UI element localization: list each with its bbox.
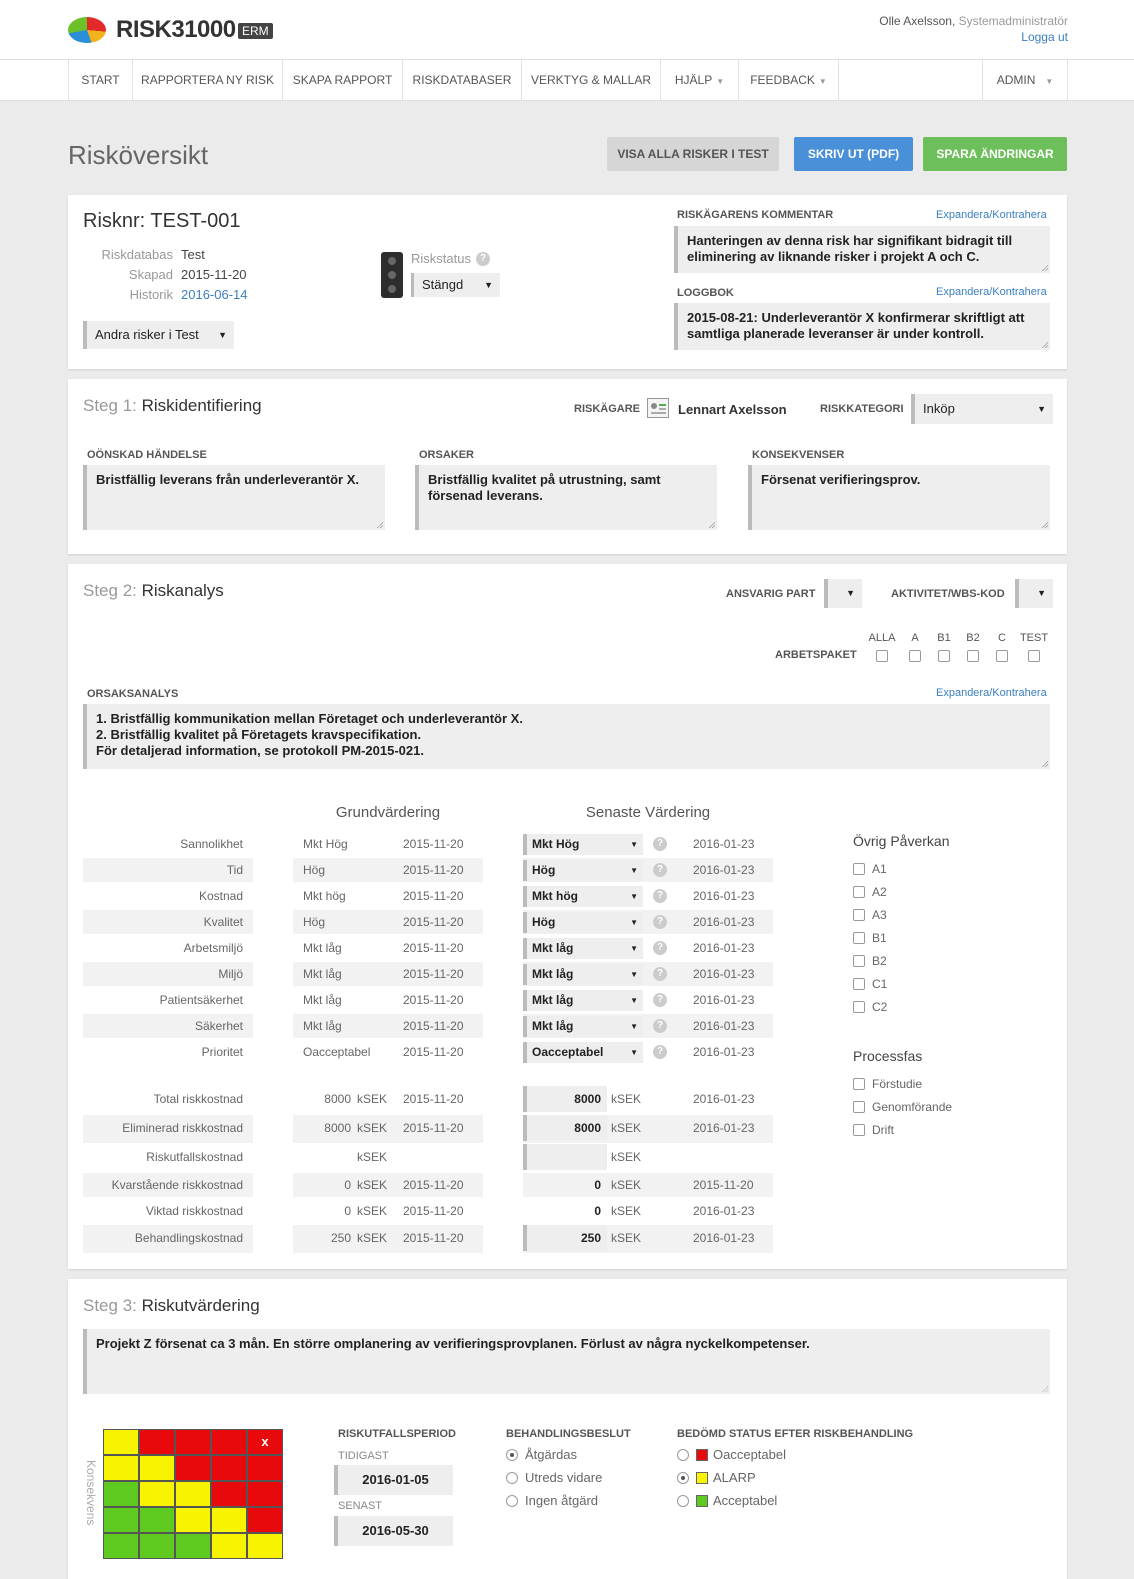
cost-row-label: Riskutfallskostnad [146, 1150, 243, 1164]
cause-analysis-textarea[interactable] [83, 704, 1050, 769]
status-option-label: Oacceptabel [713, 1447, 786, 1462]
step1-title [83, 396, 262, 416]
expand-owner-comment-link[interactable]: Expandera/Kontrahera [936, 209, 1047, 221]
wp-checkbox-alla[interactable] [876, 650, 888, 662]
matrix-cell [139, 1533, 175, 1559]
base-cost-unit: kSEK [357, 1204, 388, 1218]
caret-down-icon: ▼ [630, 1048, 638, 1057]
phase-checkbox[interactable] [853, 1101, 865, 1113]
responsible-party-label: ANSVARIG PART [726, 588, 816, 600]
phase-checkbox[interactable] [853, 1124, 865, 1136]
latest-value-dropdown[interactable] [523, 964, 643, 985]
owner-comment-label: RISKÄGARENS KOMMENTAR [677, 209, 834, 221]
matrix-cell [175, 1507, 211, 1533]
evaluation-textarea[interactable]: Projekt Z försenat ca 3 mån. En större omplanering av verifieringsprovplanen. Förlust av några nyckelkompetenser. [83, 1329, 1050, 1394]
latest-cost-unit: kSEK [611, 1178, 642, 1192]
nav-tools-label: VERKTYG & MALLAR [530, 73, 652, 87]
print-pdf-button[interactable]: SKRIV UT (PDF) [794, 137, 913, 171]
event-textarea[interactable]: Bristfällig leverans från underleverantör X. [83, 465, 385, 530]
latest-value: Hög [532, 915, 556, 929]
risk-number-title: Risknr: TEST-001 [83, 210, 241, 232]
latest-cost-unit: kSEK [611, 1092, 642, 1106]
impact-label: C1 [872, 977, 888, 991]
show-all-risks-button[interactable]: VISA ALLA RISKER I TEST [607, 137, 779, 171]
nav-report-risk[interactable] [132, 60, 282, 101]
risk-owner-name[interactable]: Lennart Axelsson [678, 402, 787, 417]
created-value: 2015-11-20 [181, 267, 247, 282]
base-cost-date: 2015-11-20 [403, 1092, 464, 1106]
caret-down-icon: ▼ [630, 892, 638, 901]
risk-category-dropdown[interactable] [911, 394, 1053, 424]
caret-down-icon: ▼ [484, 280, 493, 290]
cost-row-label: Eliminerad riskkostnad [122, 1121, 243, 1135]
base-value: Mkt låg [303, 993, 342, 1007]
valuation-row-label: Patientsäkerhet [159, 993, 243, 1007]
latest-date: 2016-01-23 [693, 863, 755, 877]
impact-label: A2 [872, 885, 887, 899]
caret-down-icon: ▼ [630, 1022, 638, 1031]
matrix-cell [211, 1455, 247, 1481]
matrix-cell [247, 1429, 283, 1455]
risk-matrix [103, 1429, 284, 1560]
latest-cost-input[interactable]: 8000 [523, 1086, 607, 1112]
riskdatabas-label: Riskdatabas [101, 247, 173, 262]
matrix-axis-label: Konsekvens [84, 1460, 98, 1526]
status-after-label: BEDÖMD STATUS EFTER RISKBEHANDLING [677, 1428, 914, 1440]
wp-checkbox-b2[interactable] [967, 650, 979, 662]
base-cost: 8000 [324, 1121, 351, 1135]
page-title: Risköversikt [68, 140, 209, 170]
matrix-cell [247, 1481, 283, 1507]
impact-label: C2 [872, 1000, 888, 1014]
base-cost-unit: kSEK [357, 1092, 388, 1106]
base-cost-unit: kSEK [357, 1231, 388, 1245]
cause-analysis-line: 2. Bristfällig kvalitet på Företagets kravspecifikation. [96, 727, 422, 742]
process-phase-label: Processfas [853, 1048, 923, 1064]
base-cost: 8000 [324, 1092, 351, 1106]
nav-help-label: HJÄLP [674, 73, 713, 87]
impact-checkbox[interactable] [853, 955, 865, 967]
base-value: Oacceptabel [303, 1045, 371, 1059]
help-icon[interactable]: ? [653, 915, 667, 929]
base-date: 2015-11-20 [403, 915, 464, 929]
top-header [0, 0, 1134, 60]
cost-row-label: Total riskkostnad [153, 1092, 243, 1106]
main-nav [0, 60, 1134, 101]
help-icon[interactable]: ? [476, 252, 490, 266]
base-cost-unit: kSEK [357, 1178, 388, 1192]
step1-title-text: Riskidentifiering [141, 396, 262, 415]
latest-cost-date: 2016-01-23 [693, 1121, 755, 1135]
matrix-cell [211, 1507, 247, 1533]
latest-date: 2016-01-23 [693, 941, 755, 955]
decision-radio-ingen[interactable] [506, 1495, 518, 1507]
nav-admin-label: ADMIN [996, 73, 1036, 87]
matrix-cell [103, 1455, 139, 1481]
yellow-square-icon [696, 1472, 708, 1484]
impact-checkbox[interactable] [853, 1001, 865, 1013]
step2-title-text: Riskanalys [141, 581, 224, 600]
matrix-cell [103, 1533, 139, 1559]
matrix-cell [175, 1533, 211, 1559]
latest-value-dropdown[interactable] [523, 938, 643, 959]
base-date: 2015-11-20 [403, 863, 464, 877]
nav-report-risk-label: RAPPORTERA NY RISK [141, 73, 274, 87]
cause-analysis-line: 1. Bristfällig kommunikation mellan Företaget och underleverantör X. [96, 711, 523, 726]
logbook-label: LOGGBOK [677, 287, 734, 299]
decision-radio-utreds[interactable] [506, 1472, 518, 1484]
base-value: Mkt hög [303, 889, 346, 903]
contact-card-icon [647, 398, 669, 418]
latest-cost-unit: kSEK [611, 1150, 642, 1164]
wp-checkbox-a[interactable] [909, 650, 921, 662]
latest-value: Mkt Hög [532, 837, 580, 851]
expand-cause-analysis-link[interactable]: Expandera/Kontrahera [936, 687, 1047, 699]
traffic-light-icon [381, 252, 403, 298]
nav-create-report-label: SKAPA RAPPORT [292, 73, 393, 87]
wp-checkbox-b1[interactable] [938, 650, 950, 662]
wp-checkbox-c[interactable] [996, 650, 1008, 662]
impact-label: A3 [872, 908, 887, 922]
latest-cost-unit: kSEK [611, 1204, 642, 1218]
wp-checkbox-test[interactable] [1028, 650, 1040, 662]
matrix-cell [139, 1429, 175, 1455]
nav-start[interactable] [68, 60, 132, 101]
caret-down-icon: ▼ [630, 970, 638, 979]
red-square-icon [696, 1449, 708, 1461]
step1-prefix: Steg 1: [83, 396, 137, 415]
nav-tools[interactable] [521, 60, 660, 101]
risk-category-value: Inköp [923, 401, 955, 416]
caret-down-icon: ▼ [1045, 77, 1054, 86]
latest-label: SENAST [338, 1500, 383, 1512]
latest-date-input[interactable]: 2016-05-30 [334, 1516, 453, 1546]
matrix-mark: x [261, 1434, 269, 1449]
latest-value: Mkt låg [532, 967, 574, 981]
step3-prefix: Steg 3: [83, 1296, 137, 1315]
activity-dropdown[interactable] [1015, 579, 1053, 608]
caret-down-icon: ▼ [1037, 588, 1046, 598]
decision-option-label: Ingen åtgärd [525, 1493, 599, 1508]
base-cost: 250 [330, 1231, 351, 1245]
causes-label: ORSAKER [419, 449, 475, 461]
matrix-cell [175, 1455, 211, 1481]
base-cost: 0 [344, 1178, 351, 1192]
base-date: 2015-11-20 [403, 967, 464, 981]
expand-logbook-link[interactable]: Expandera/Kontrahera [936, 286, 1047, 298]
impact-checkbox[interactable] [853, 863, 865, 875]
latest-date: 2016-01-23 [693, 837, 755, 851]
matrix-cell [103, 1429, 139, 1455]
base-value: Mkt Hög [303, 837, 348, 851]
latest-value-dropdown[interactable] [523, 990, 643, 1011]
valuation-row-label: Kvalitet [203, 915, 243, 929]
matrix-cell [139, 1481, 175, 1507]
caret-down-icon: ▼ [630, 866, 638, 875]
caret-down-icon: ▼ [818, 77, 827, 86]
logbook-textarea[interactable]: 2015-08-21: Underleverantör X konfirmerar skriftligt att samtliga planerade leveranser är under kontroll. [674, 303, 1050, 350]
help-icon[interactable]: ? [653, 941, 667, 955]
nav-create-report[interactable] [282, 60, 402, 101]
base-value: Hög [303, 863, 326, 877]
save-changes-button[interactable]: SPARA ÄNDRINGAR [923, 137, 1067, 171]
matrix-cell [139, 1507, 175, 1533]
user-info: Olle Axelsson, Systemadministratör Logga ut [879, 14, 1068, 44]
green-square-icon [696, 1495, 708, 1507]
valuation-row-label: Prioritet [201, 1045, 243, 1059]
step3-title [83, 1296, 260, 1316]
base-cost-date: 2015-11-20 [403, 1121, 464, 1135]
riskstatus-value: Stängd [422, 277, 464, 292]
step3-title-text: Riskutvärdering [141, 1296, 260, 1315]
nav-help[interactable] [660, 60, 738, 101]
cost-row-label: Behandlingskostnad [134, 1231, 243, 1245]
matrix-cell [247, 1507, 283, 1533]
latest-value: Hög [532, 863, 556, 877]
decision-label: BEHANDLINGSBESLUT [506, 1428, 631, 1440]
help-icon[interactable]: ? [653, 837, 667, 851]
matrix-cell [175, 1429, 211, 1455]
event-label: OÖNSKAD HÄNDELSE [87, 449, 207, 461]
earliest-date-input[interactable]: 2016-01-05 [334, 1465, 453, 1495]
base-date: 2015-11-20 [403, 889, 464, 903]
logo-text: RISK31000 [116, 16, 236, 43]
latest-cost-date: 2016-01-23 [693, 1204, 755, 1218]
latest-value-dropdown[interactable] [523, 886, 643, 907]
cost-row-label: Viktad riskkostnad [145, 1204, 243, 1218]
impact-label: A1 [872, 862, 887, 876]
nav-databases[interactable] [402, 60, 521, 101]
latest-value-dropdown[interactable] [523, 834, 643, 855]
decision-option-label: Åtgärdas [525, 1447, 578, 1462]
logout-link[interactable]: Logga ut [1021, 30, 1068, 44]
consequences-label: KONSEKVENSER [752, 449, 845, 461]
phase-label: Förstudie [872, 1077, 923, 1091]
activity-label: AKTIVITET/WBS-KOD [891, 588, 1005, 600]
help-icon[interactable]: ? [653, 1045, 667, 1059]
other-risks-label: Andra risker i Test [95, 327, 199, 342]
phase-label: Drift [872, 1123, 894, 1137]
nav-start-label: START [81, 73, 120, 87]
latest-cost: 0 [594, 1204, 601, 1218]
nav-admin[interactable] [982, 60, 1068, 101]
risk-owner-label: RISKÄGARE [574, 403, 641, 415]
base-date: 2015-11-20 [403, 941, 464, 955]
matrix-cell [103, 1481, 139, 1507]
riskstatus-dropdown[interactable] [411, 273, 500, 297]
base-cost-date: 2015-11-20 [403, 1178, 464, 1192]
help-icon[interactable]: ? [653, 1019, 667, 1033]
impact-checkbox[interactable] [853, 978, 865, 990]
latest-value-dropdown[interactable] [523, 1016, 643, 1037]
status-radio-oacceptabel[interactable] [677, 1449, 689, 1461]
wp-label-b1: B1 [937, 632, 951, 644]
latest-value-dropdown[interactable] [523, 912, 643, 933]
impact-checkbox[interactable] [853, 932, 865, 944]
base-cost-unit: kSEK [357, 1121, 388, 1135]
status-option-label: Acceptabel [713, 1493, 778, 1508]
step2-title [83, 581, 224, 601]
decision-radio-atgardas[interactable] [506, 1449, 518, 1461]
decision-option-label: Utreds vidare [525, 1470, 603, 1485]
caret-down-icon: ▼ [630, 840, 638, 849]
latest-cost-unit: kSEK [611, 1231, 642, 1245]
nav-feedback[interactable] [738, 60, 839, 101]
period-label: RISKUTFALLSPERIOD [338, 1428, 456, 1440]
impact-label: B1 [872, 931, 887, 945]
caret-down-icon: ▼ [630, 918, 638, 927]
matrix-cell [103, 1507, 139, 1533]
base-date: 2015-11-20 [403, 1019, 464, 1033]
owner-comment-textarea[interactable]: Hanteringen av denna risk har signifikant bidragit till eliminering av liknande risker i projekt A och C. [674, 226, 1050, 273]
base-value: Hög [303, 915, 326, 929]
base-cost [293, 1145, 351, 1169]
latest-value: Mkt hög [532, 889, 578, 903]
base-cost-date: 2015-11-20 [403, 1204, 464, 1218]
status-radio-alarp[interactable] [677, 1472, 689, 1484]
base-cost-unit: kSEK [357, 1150, 388, 1164]
latest-date: 2016-01-23 [693, 889, 755, 903]
caret-down-icon: ▼ [630, 944, 638, 953]
help-icon[interactable]: ? [653, 967, 667, 981]
valuation-row-label: Säkerhet [194, 1019, 243, 1033]
status-radio-acceptabel[interactable] [677, 1495, 689, 1507]
caret-down-icon: ▼ [218, 330, 227, 340]
base-date: 2015-11-20 [403, 993, 464, 1007]
matrix-cell [247, 1533, 283, 1559]
nav-databases-label: RISKDATABASER [412, 73, 512, 87]
latest-cost: 0 [594, 1178, 601, 1192]
cost-row-label: Kvarstående riskkostnad [111, 1178, 243, 1192]
history-link[interactable]: 2016-06-14 [181, 287, 248, 302]
help-icon[interactable]: ? [653, 863, 667, 877]
other-impact-label: Övrig Påverkan [853, 833, 950, 849]
logo-pie-icon [68, 17, 106, 43]
latest-valuation-header: Senaste Värdering [585, 804, 711, 821]
base-cost: 0 [344, 1204, 351, 1218]
consequences-textarea[interactable]: Försenat verifieringsprov. [748, 465, 1050, 530]
base-value: Mkt låg [303, 1019, 342, 1033]
earliest-label: TIDIGAST [338, 1450, 389, 1462]
wp-label-alla: ALLA [868, 632, 896, 644]
impact-label: B2 [872, 954, 887, 968]
causes-textarea[interactable]: Bristfällig kvalitet på utrustning, samt försenad leverans. [415, 465, 717, 530]
valuation-row-label: Tid [226, 863, 243, 877]
latest-cost-unit: kSEK [611, 1121, 642, 1135]
impact-checkbox[interactable] [853, 886, 865, 898]
latest-value: Oacceptabel [532, 1045, 604, 1059]
valuation-row-label: Sannolikhet [180, 837, 243, 851]
base-valuation-header: Grundvärdering [335, 804, 441, 821]
latest-value-dropdown[interactable] [523, 860, 643, 881]
user-name: Olle Axelsson [879, 14, 952, 28]
wp-label-a: A [911, 632, 919, 644]
latest-cost-date: 2016-01-23 [693, 1231, 755, 1245]
wp-label-test: TEST [1019, 632, 1049, 644]
valuation-row-label: Kostnad [198, 889, 243, 903]
matrix-cell [247, 1455, 283, 1481]
latest-cost-date: 2016-01-23 [693, 1092, 755, 1106]
user-role: Systemadministratör [958, 14, 1068, 28]
valuation-row-label: Arbetsmiljö [183, 941, 243, 955]
step2-prefix: Steg 2: [83, 581, 137, 600]
latest-value-dropdown[interactable] [523, 1042, 643, 1063]
caret-down-icon: ▼ [846, 588, 855, 598]
cause-analysis-line: För detaljerad information, se protokoll PM-2015-021. [96, 743, 424, 758]
created-label: Skapad [128, 267, 173, 282]
other-risks-dropdown[interactable] [83, 321, 234, 349]
latest-value: Mkt låg [532, 1019, 574, 1033]
cause-analysis-label: ORSAKSANALYS [87, 688, 179, 700]
matrix-cell [139, 1455, 175, 1481]
latest-value: Mkt låg [532, 993, 574, 1007]
erm-badge: ERM [238, 23, 273, 39]
responsible-party-dropdown[interactable] [824, 579, 862, 608]
status-option-label: ALARP [713, 1470, 756, 1485]
matrix-cell [211, 1429, 247, 1455]
matrix-cell [211, 1533, 247, 1559]
base-value: Mkt låg [303, 941, 342, 955]
help-icon[interactable]: ? [653, 993, 667, 1007]
matrix-cell [175, 1481, 211, 1507]
workpackages-label: ARBETSPAKET [775, 649, 857, 661]
phase-label: Genomförande [872, 1100, 953, 1114]
matrix-cell [211, 1481, 247, 1507]
latest-date: 2016-01-23 [693, 1045, 755, 1059]
latest-cost-input[interactable]: 8000 [523, 1115, 607, 1141]
latest-date: 2016-01-23 [693, 967, 755, 981]
base-cost-date: 2015-11-20 [403, 1231, 464, 1245]
latest-cost-date: 2015-11-20 [693, 1178, 754, 1192]
nav-feedback-label: FEEDBACK [750, 73, 815, 87]
latest-date: 2016-01-23 [693, 1019, 755, 1033]
latest-date: 2016-01-23 [693, 915, 755, 929]
risk-category-label: RISKKATEGORI [820, 403, 904, 415]
riskstatus-label: Riskstatus [411, 251, 471, 266]
history-label: Historik [129, 287, 173, 302]
caret-down-icon: ▼ [1037, 404, 1046, 414]
latest-value: Mkt låg [532, 941, 574, 955]
caret-down-icon: ▼ [630, 996, 638, 1005]
caret-down-icon: ▼ [716, 77, 725, 86]
riskdatabas-value: Test [181, 247, 205, 262]
phase-checkbox[interactable] [853, 1078, 865, 1090]
latest-date: 2016-01-23 [693, 993, 755, 1007]
base-value: Mkt låg [303, 967, 342, 981]
impact-checkbox[interactable] [853, 909, 865, 921]
wp-label-c: C [998, 632, 1006, 644]
latest-cost-input[interactable]: 250 [523, 1225, 607, 1251]
valuation-row-label: Miljö [218, 967, 243, 981]
wp-label-b2: B2 [966, 632, 980, 644]
help-icon[interactable]: ? [653, 889, 667, 903]
base-date: 2015-11-20 [403, 837, 464, 851]
latest-cost-input[interactable] [523, 1144, 607, 1170]
base-date: 2015-11-20 [403, 1045, 464, 1059]
